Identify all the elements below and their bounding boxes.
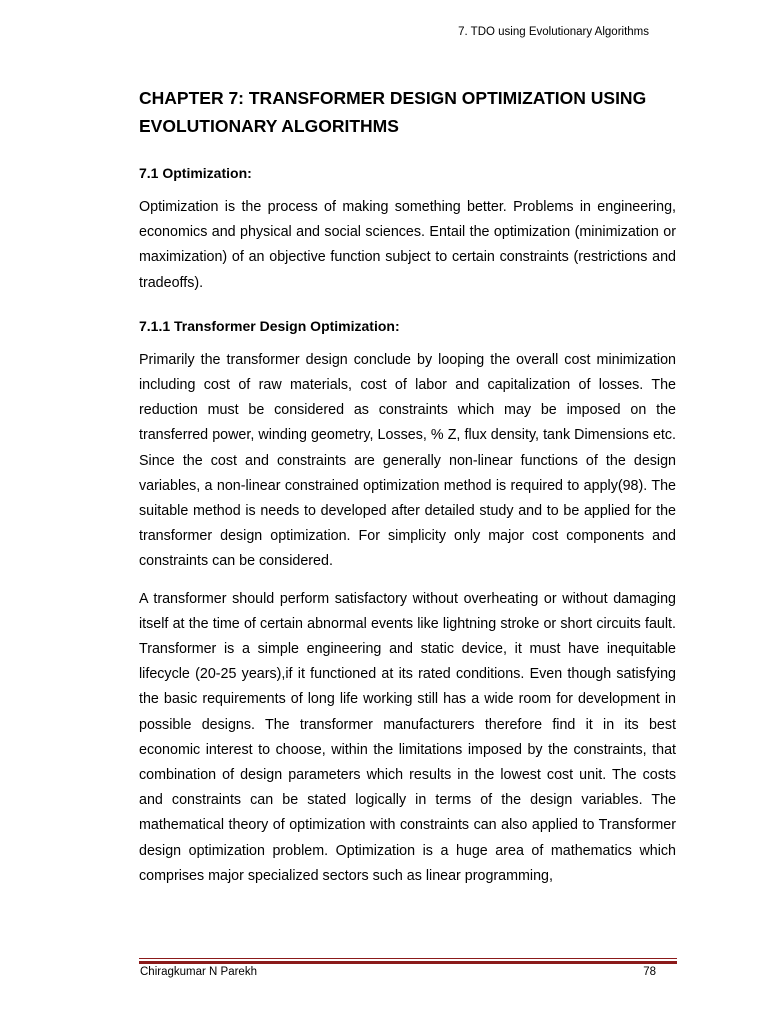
page-number: 78: [643, 966, 656, 978]
chapter-title-line-2: EVOLUTIONARY ALGORITHMS: [139, 116, 399, 136]
footer-author: Chiragkumar N Parekh: [140, 966, 257, 978]
footer-rule-thin: [139, 958, 677, 959]
paragraph-design-optimization-2: A transformer should perform satisfactory without overheating or without damaging itself at the time of certain abnormal events like lightning stroke or short circuits fault. Transformer is a simple engineering and static device, it must have inequitable lifecycle (20-25 years),if it functioned at its rated conditions. Even though satisfying the basic requirements of long life working still has a wide room for development in possible designs. The transformer manufacturers therefore find it in its best economic interest to choose, within the limitations imposed by the constraints, that combination of design parameters which results in the lowest cost unit. The costs and constraints can be stated logically in terms of the design variables. The mathematical theory of optimization with constraints can also applied to Transformer design optimization problem. Optimization is a huge area of mathematics which comprises major specialized sectors such as linear programming,: [139, 590, 676, 884]
section-heading-7-1-1: 7.1.1 Transformer Design Optimization:: [139, 317, 400, 334]
footer-rule-thick: [139, 961, 677, 964]
chapter-title: [139, 84, 676, 140]
chapter-title-line-1: CHAPTER 7: TRANSFORMER DESIGN OPTIMIZATION USING: [139, 88, 647, 108]
page-footer: [140, 966, 656, 978]
paragraph-design-optimization-1: Primarily the transformer design conclude by looping the overall cost minimization including cost of raw materials, cost of labor and capitalization of losses. The reduction must be considered as constraints which may be imposed on the transferred power, winding geometry, Losses, % Z, flux density, tank Dimensions etc. Since the cost and constraints are generally non-linear functions of the design variables, a non-linear constrained optimization method is required to apply(98). The suitable method is needs to developed after detailed study and to be applied for the transformer design optimization. For simplicity only major cost components and constraints can be considered.: [139, 351, 676, 570]
page-content: [139, 84, 676, 889]
paragraph-optimization: Optimization is the process of making something better. Problems in engineering, economics and physical and social sciences. Entail the optimization (minimization or maximization) of an objective function subject to certain constraints (restrictions and tradeoffs).: [139, 199, 676, 291]
section-heading-7-1: 7.1 Optimization:: [139, 165, 252, 181]
running-header: 7. TDO using Evolutionary Algorithms: [458, 26, 649, 38]
